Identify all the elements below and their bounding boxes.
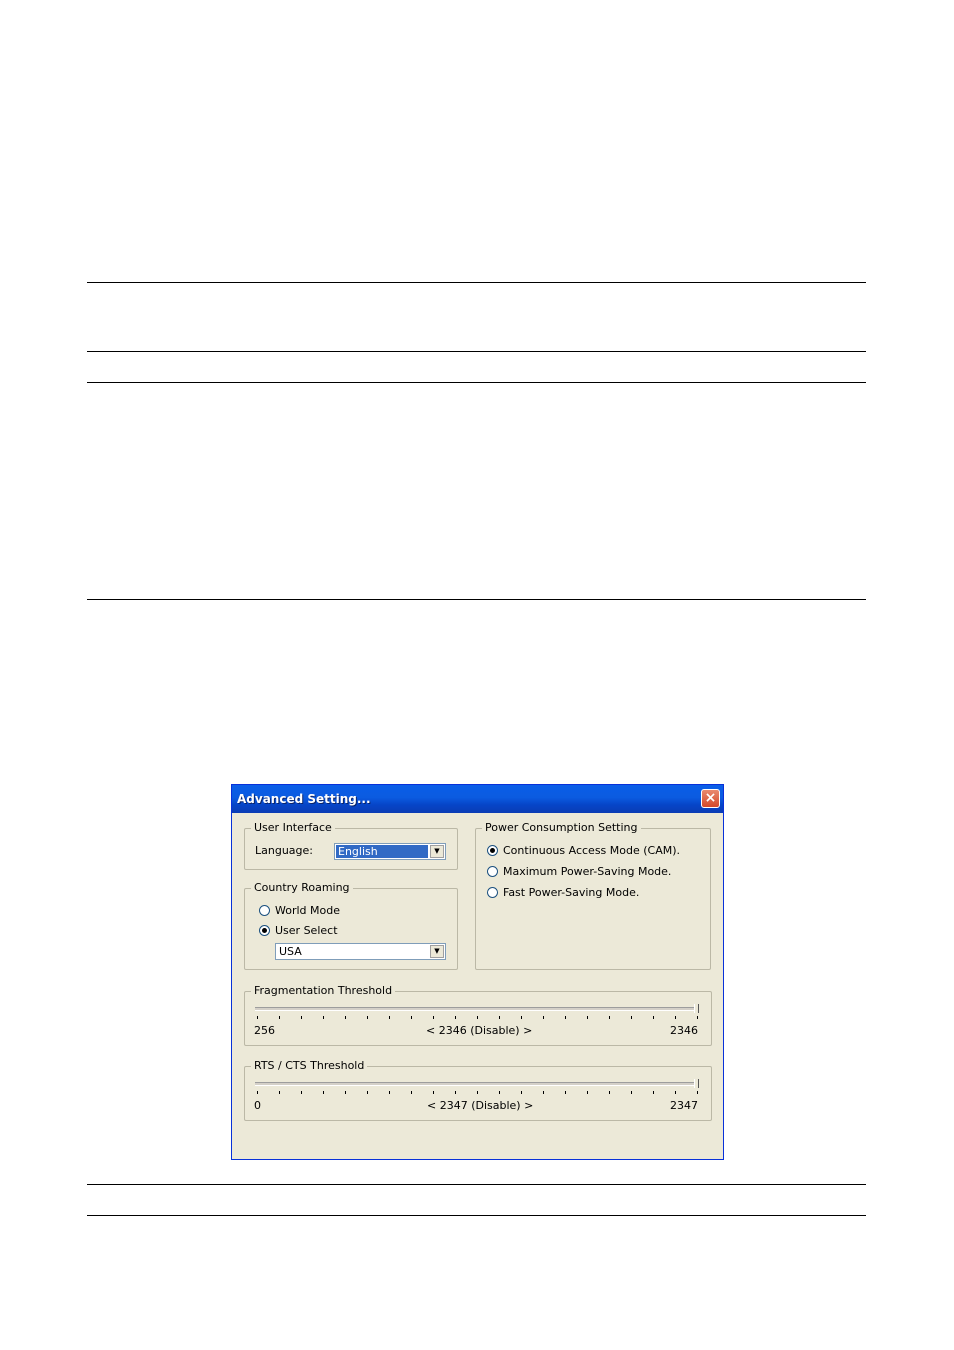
slider-tick <box>323 1016 324 1019</box>
chevron-down-icon[interactable]: ▼ <box>430 945 444 958</box>
slider-tick <box>257 1091 258 1094</box>
divider-line <box>87 599 866 600</box>
divider-line <box>87 382 866 383</box>
divider-line <box>87 1215 866 1216</box>
slider-tick <box>257 1016 258 1019</box>
chevron-down-icon[interactable]: ▼ <box>430 845 444 858</box>
user-interface-legend: User Interface <box>251 821 335 834</box>
rts-current-label: < 2347 (Disable) > <box>427 1099 534 1112</box>
language-select[interactable] <box>334 843 446 860</box>
rts-cts-legend: RTS / CTS Threshold <box>251 1059 367 1072</box>
slider-tick <box>499 1091 500 1094</box>
slider-tick <box>345 1091 346 1094</box>
slider-tick <box>631 1091 632 1094</box>
slider-tick <box>367 1091 368 1094</box>
fragmentation-threshold-group <box>244 984 712 1046</box>
slider-tick <box>411 1016 412 1019</box>
rts-min-label: 0 <box>254 1099 261 1112</box>
cam-radio[interactable] <box>487 845 498 856</box>
divider-line <box>87 351 866 352</box>
fragmentation-legend: Fragmentation Threshold <box>251 984 395 997</box>
slider-tick <box>587 1016 588 1019</box>
slider-tick <box>345 1016 346 1019</box>
slider-tick <box>653 1016 654 1019</box>
world-mode-radio[interactable] <box>259 905 270 916</box>
slider-tick <box>697 1091 698 1094</box>
country-roaming-group <box>244 881 458 970</box>
slider-tick <box>653 1091 654 1094</box>
slider-tick <box>543 1016 544 1019</box>
advanced-setting-dialog <box>231 784 724 1160</box>
max-power-saving-radio[interactable] <box>487 866 498 877</box>
slider-tick <box>521 1016 522 1019</box>
slider-tick <box>323 1091 324 1094</box>
power-consumption-legend: Power Consumption Setting <box>482 821 641 834</box>
slider-tick <box>697 1016 698 1019</box>
language-label: Language: <box>255 844 313 857</box>
max-power-saving-label[interactable]: Maximum Power-Saving Mode. <box>503 865 672 878</box>
fragmentation-max-label: 2346 <box>670 1024 698 1037</box>
slider-tick <box>499 1016 500 1019</box>
fragmentation-slider-thumb[interactable] <box>694 1004 699 1013</box>
slider-tick <box>455 1091 456 1094</box>
cam-label[interactable]: Continuous Access Mode (CAM). <box>503 844 681 857</box>
fragmentation-slider-track[interactable] <box>255 1007 697 1011</box>
slider-tick <box>587 1091 588 1094</box>
user-select-label[interactable]: User Select <box>275 924 338 937</box>
slider-tick <box>301 1091 302 1094</box>
slider-tick <box>565 1016 566 1019</box>
country-select[interactable] <box>275 943 446 960</box>
slider-tick <box>543 1091 544 1094</box>
slider-tick <box>609 1016 610 1019</box>
slider-tick <box>389 1091 390 1094</box>
country-roaming-legend: Country Roaming <box>251 881 353 894</box>
slider-tick <box>279 1091 280 1094</box>
divider-line <box>87 1184 866 1185</box>
fragmentation-min-label: 256 <box>254 1024 275 1037</box>
power-consumption-group <box>475 821 711 970</box>
slider-tick <box>433 1091 434 1094</box>
slider-tick <box>411 1091 412 1094</box>
slider-tick <box>301 1016 302 1019</box>
slider-tick <box>477 1016 478 1019</box>
slider-tick <box>675 1091 676 1094</box>
slider-tick <box>477 1091 478 1094</box>
user-select-radio[interactable] <box>259 925 270 936</box>
close-icon: × <box>704 790 717 806</box>
fragmentation-current-label: < 2346 (Disable) > <box>426 1024 533 1037</box>
fast-power-saving-label[interactable]: Fast Power-Saving Mode. <box>503 886 640 899</box>
language-value: English <box>336 845 428 858</box>
slider-tick <box>631 1016 632 1019</box>
user-interface-group <box>244 821 458 870</box>
rts-slider-track[interactable] <box>255 1082 697 1086</box>
slider-tick <box>675 1016 676 1019</box>
slider-tick <box>367 1016 368 1019</box>
slider-tick <box>389 1016 390 1019</box>
slider-tick <box>455 1016 456 1019</box>
slider-tick <box>565 1091 566 1094</box>
country-value: USA <box>279 945 302 958</box>
rts-cts-threshold-group <box>244 1059 712 1121</box>
slider-tick <box>433 1016 434 1019</box>
world-mode-label[interactable]: World Mode <box>275 904 340 917</box>
slider-tick <box>609 1091 610 1094</box>
slider-tick <box>521 1091 522 1094</box>
dialog-title: Advanced Setting... <box>237 792 371 806</box>
slider-tick <box>279 1016 280 1019</box>
fast-power-saving-radio[interactable] <box>487 887 498 898</box>
close-button[interactable] <box>701 789 720 808</box>
title-bar[interactable] <box>232 785 723 813</box>
rts-max-label: 2347 <box>670 1099 698 1112</box>
divider-line <box>87 282 866 283</box>
rts-slider-thumb[interactable] <box>694 1079 699 1088</box>
